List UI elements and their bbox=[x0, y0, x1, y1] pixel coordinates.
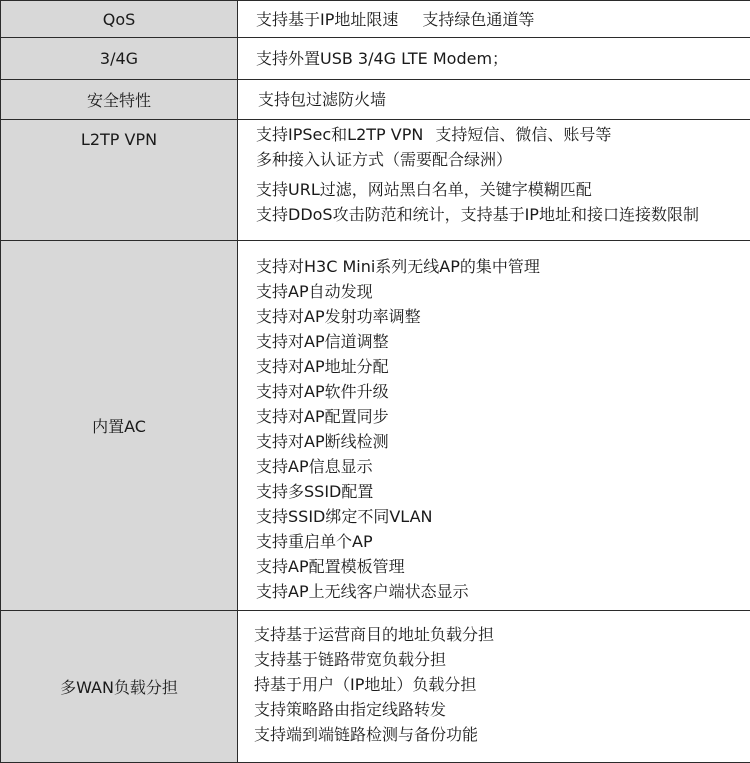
row-label-security: 安全特性 bbox=[1, 80, 238, 120]
content-line: 支持端到端链路检测与备份功能 bbox=[254, 725, 479, 744]
content-line: 支持对AP配置同步 bbox=[256, 407, 389, 426]
content-line: 支持AP配置模板管理 bbox=[256, 557, 405, 576]
content-line: 多种接入认证方式（需要配合绿洲） bbox=[256, 150, 513, 169]
row-label-l2tp-vpn: L2TP VPN bbox=[1, 120, 238, 241]
table-row bbox=[1, 241, 750, 611]
content-line: 支持AP上无线客户端状态显示 bbox=[256, 582, 469, 601]
row-content-security bbox=[238, 80, 750, 120]
content-line: 支持IPSec和L2TP VPN bbox=[256, 125, 424, 144]
content-line: 支持包过滤防火墙 bbox=[258, 90, 387, 109]
row-content-3-4g bbox=[238, 38, 750, 80]
row-content-l2tp-vpn bbox=[238, 120, 750, 241]
content-line: 支持绿色通道等 bbox=[422, 9, 535, 29]
content-line: 支持AP信息显示 bbox=[256, 457, 373, 476]
content-line: 支持对AP信道调整 bbox=[256, 332, 389, 351]
content-line: 支持对AP断线检测 bbox=[256, 432, 389, 451]
content-line: 支持外置USB 3/4G LTE Modem； bbox=[256, 49, 509, 68]
table-row bbox=[1, 1, 750, 38]
table-row bbox=[1, 611, 750, 763]
table-row bbox=[1, 38, 750, 80]
row-label-builtin-ac: 内置AC bbox=[1, 241, 238, 611]
content-line: 支持DDoS攻击防范和统计，支持基于IP地址和接口连接数限制 bbox=[256, 205, 699, 224]
content-line: 支持多SSID配置 bbox=[256, 482, 374, 501]
content-line: 支持SSID绑定不同VLAN bbox=[256, 507, 433, 526]
content-line: 支持AP自动发现 bbox=[256, 282, 373, 301]
row-content-builtin-ac bbox=[238, 241, 750, 611]
row-content-qos bbox=[238, 1, 750, 38]
row-label-3-4g: 3/4G bbox=[1, 38, 238, 80]
content-line: 支持策略路由指定线路转发 bbox=[254, 700, 447, 719]
content-line: 支持对AP发射功率调整 bbox=[256, 307, 421, 326]
content-line: 支持基于运营商目的地址负载分担 bbox=[254, 625, 495, 644]
content-line: 支持对AP地址分配 bbox=[256, 357, 389, 376]
content-line: 支持基于IP地址限速 bbox=[256, 9, 399, 29]
row-label-qos: QoS bbox=[1, 1, 238, 38]
content-line: 支持短信、微信、账号等 bbox=[435, 125, 612, 144]
content-line: 支持对H3C Mini系列无线AP的集中管理 bbox=[256, 257, 540, 276]
row-content-multi-wan bbox=[238, 611, 750, 763]
row-label-multi-wan: 多WAN负载分担 bbox=[1, 611, 238, 763]
content-line: 支持重启单个AP bbox=[256, 532, 373, 551]
table-row bbox=[1, 120, 750, 241]
table-row bbox=[1, 80, 750, 120]
content-line: 支持基于链路带宽负载分担 bbox=[254, 650, 447, 669]
content-line: 持基于用户（IP地址）负载分担 bbox=[254, 675, 477, 694]
content-line: 支持对AP软件升级 bbox=[256, 382, 389, 401]
content-line: 支持URL过滤，网站黑白名单，关键字模糊匹配 bbox=[256, 180, 592, 199]
